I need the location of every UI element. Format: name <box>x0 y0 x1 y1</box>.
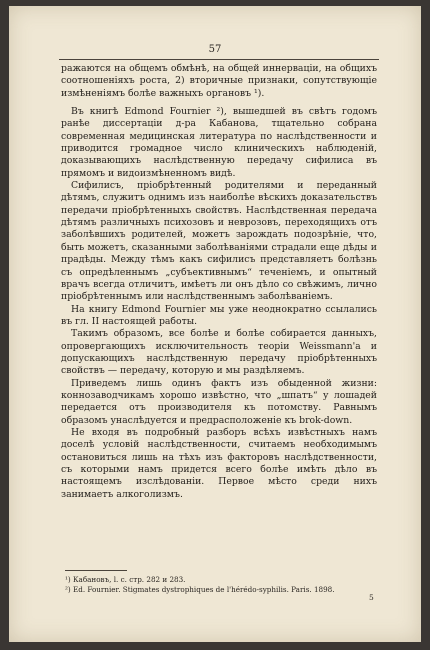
paragraph: Сифилисъ, пріобрѣтенный родителями и переданный дѣтямъ, служитъ однимъ изъ наиболѣе вѣскихъ доказательствъ передачи пріобрѣтенныхъ свойствъ. Наслѣдственная передача дѣтямъ различныхъ психозовъ и неврозовъ, переходящихъ отъ заболѣвшихъ родителей, можетъ зарождать подозрѣніе, что, быть можетъ, сказанными заболѣваніями страдали еще дѣды и прадѣды. Между тѣмъ какъ сифилисъ представляетъ болѣзнь съ опредѣленнымъ „субъективнымъ“ теченіемъ, и опытный врачъ всегда отличитъ, имѣетъ ли онъ дѣло со свѣжимъ, лично пріобрѣтеннымъ или наслѣдственнымъ заболѣваніемъ. <box>61 180 377 303</box>
footnote-rule <box>65 570 127 571</box>
document-page <box>9 6 421 642</box>
paragraph: Такимъ образомъ, все болѣе и болѣе собирается данныхъ, опровергающихъ исключительность теоріи Weissmann'а и допускающихъ наслѣдственную передачу пріобрѣтенныхъ свойствъ — передачу, которую и мы раздѣляемъ. <box>61 328 377 377</box>
paragraph: Приведемъ лишь одинъ фактъ изъ обыденной жизни: коннозаводчикамъ хорошо извѣстно, что „шпатъ“ у лошадей передается отъ производителя къ потомству. Равнымъ образомъ унаслѣдуется и предрасположеніе къ brok-down. <box>61 377 377 426</box>
paragraph: Не входя въ подробный разборъ всѣхъ извѣстныхъ намъ доселѣ условій наслѣдственности, считаемъ необходимымъ остановиться лишь на тѣхъ изъ факторовъ наслѣдственности, съ которыми намъ придется всего болѣе имѣть дѣло въ настоящемъ изслѣдованіи. Первое мѣсто среди нихъ занимаетъ алкоголизмъ. <box>61 426 377 500</box>
header-rule <box>59 59 379 60</box>
paragraph: Въ книгѣ Edmond Fournier ²), вышедшей въ свѣтъ годомъ ранѣе диссертаціи д-ра Кабанова, тщательно собрана современная медицинская литература по наслѣдственности и приводится громадное число клиническихъ наблюденій, доказывающихъ наслѣдственную передачу сифилиса въ прямомъ и видоизмѣненномъ видѣ. <box>61 106 377 179</box>
footnote: ²) Ed. Fournier. Stigmates dystrophiques de l'hérédo-syphilis. Paris. 1898. <box>65 585 335 594</box>
printer-signature-mark: 5 <box>369 593 374 602</box>
paragraph-continued: ражаются на общемъ обмѣнѣ, на общей иннерваціи, на общихъ соотношеніяхъ роста, 2) вторичные признаки, сопутствующіе измѣненіямъ болѣе важныхъ органовъ ¹). <box>61 63 377 99</box>
footnotes <box>65 575 379 595</box>
footnote: ¹) Кабановъ, l. c. стр. 282 и 283. <box>65 575 186 584</box>
paragraph: На книгу Edmond Fournier мы уже неоднократно ссылались въ гл. II настоящей работы. <box>61 303 377 327</box>
page-number: 57 <box>208 44 222 55</box>
body-text <box>61 63 377 501</box>
